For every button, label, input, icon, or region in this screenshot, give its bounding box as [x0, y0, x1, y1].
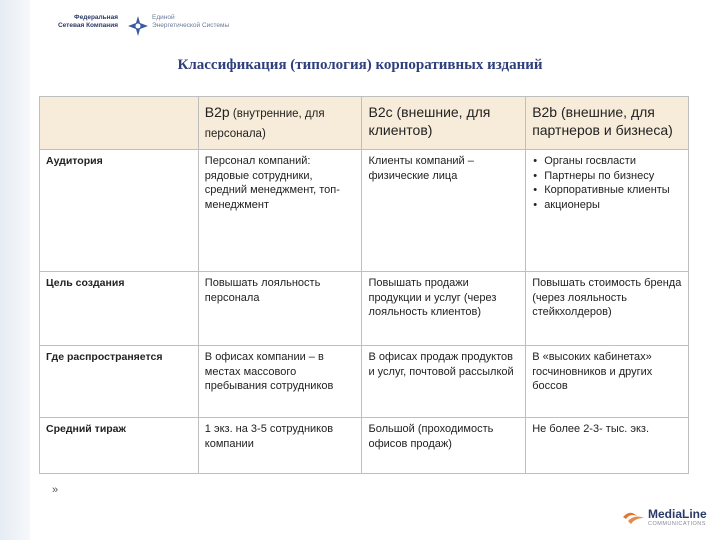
- cell-b2p: 1 экз. на 3-5 сотрудников компании: [198, 418, 362, 474]
- table-header-row: [40, 97, 689, 150]
- cell-b2p: В офисах компании – в местах массового пребывания сотрудников: [198, 346, 362, 418]
- logo-right-line2: Энергетической Системы: [152, 22, 230, 29]
- header-b2c: [362, 97, 526, 150]
- list-item: • Корпоративные клиенты: [544, 183, 682, 198]
- brand-swoosh-icon: [622, 508, 646, 526]
- list-item: • Партнеры по бизнесу: [544, 169, 682, 184]
- cell-b2c: Повышать продажи продукции и услуг (через лояльность клиентов): [362, 272, 526, 346]
- row-label: Где распространяется: [40, 346, 199, 418]
- list-item: • акционеры: [544, 198, 682, 213]
- cell-b2b: В «высоких кабинетах» госчиновников и других боссов: [526, 346, 689, 418]
- cell-b2b: [526, 150, 689, 272]
- logo-right-line1: Единой: [152, 14, 175, 21]
- header-b2p: [198, 97, 362, 150]
- logo-right-text: [152, 14, 272, 30]
- medialine-logo: [622, 506, 712, 532]
- cell-b2b: Повышать стоимость бренда (через лояльность стейкхолдеров): [526, 272, 689, 346]
- table-row: [40, 418, 689, 474]
- cell-b2p: Повышать лояльность персонала: [198, 272, 362, 346]
- cell-b2b: Не более 2-3- тыс. экз.: [526, 418, 689, 474]
- header-b2c-main: B2c (внешние, для клиентов): [368, 104, 491, 138]
- header-b2p-sub: (внутренние, для персонала): [204, 108, 325, 140]
- logo-left-text: [48, 14, 118, 30]
- cell-b2c: Большой (проходимость офисов продаж): [362, 418, 526, 474]
- header-b2b-main: B2b (внешние, для партнеров и бизнеса): [532, 104, 673, 138]
- header-empty-cell: [40, 97, 199, 150]
- table-row: [40, 272, 689, 346]
- cell-b2c: Клиенты компаний – физические лица: [362, 150, 526, 272]
- header-b2p-main: B2p: [204, 104, 230, 120]
- classification-table: [39, 96, 689, 474]
- brand-sub: COMMUNICATIONS: [648, 521, 706, 527]
- row-label: Средний тираж: [40, 418, 199, 474]
- brand-name: MediaLine: [648, 507, 707, 521]
- slide-arrows: »: [52, 484, 59, 496]
- cell-b2p: Персонал компаний: рядовые сотрудники, средний менеджмент, топ-менеджмент: [198, 150, 362, 272]
- logo-left-line1: Федеральная: [74, 14, 118, 21]
- table-row: [40, 346, 689, 418]
- row-label: Цель создания: [40, 272, 199, 346]
- row-label: Аудитория: [40, 150, 199, 272]
- left-decorative-strip: [0, 0, 30, 540]
- table-row: [40, 150, 689, 272]
- header-b2b: [526, 97, 689, 150]
- logo-left-line2: Сетевая Компания: [57, 22, 118, 29]
- slide-title: Классификация (типология) корпоративных изданий: [177, 57, 543, 73]
- audience-list: [532, 154, 682, 212]
- star-logo-icon: [128, 16, 148, 36]
- cell-b2c: В офисах продаж продуктов и услуг, почтовой рассылкой: [362, 346, 526, 418]
- list-item: • Органы госвласти: [544, 154, 682, 169]
